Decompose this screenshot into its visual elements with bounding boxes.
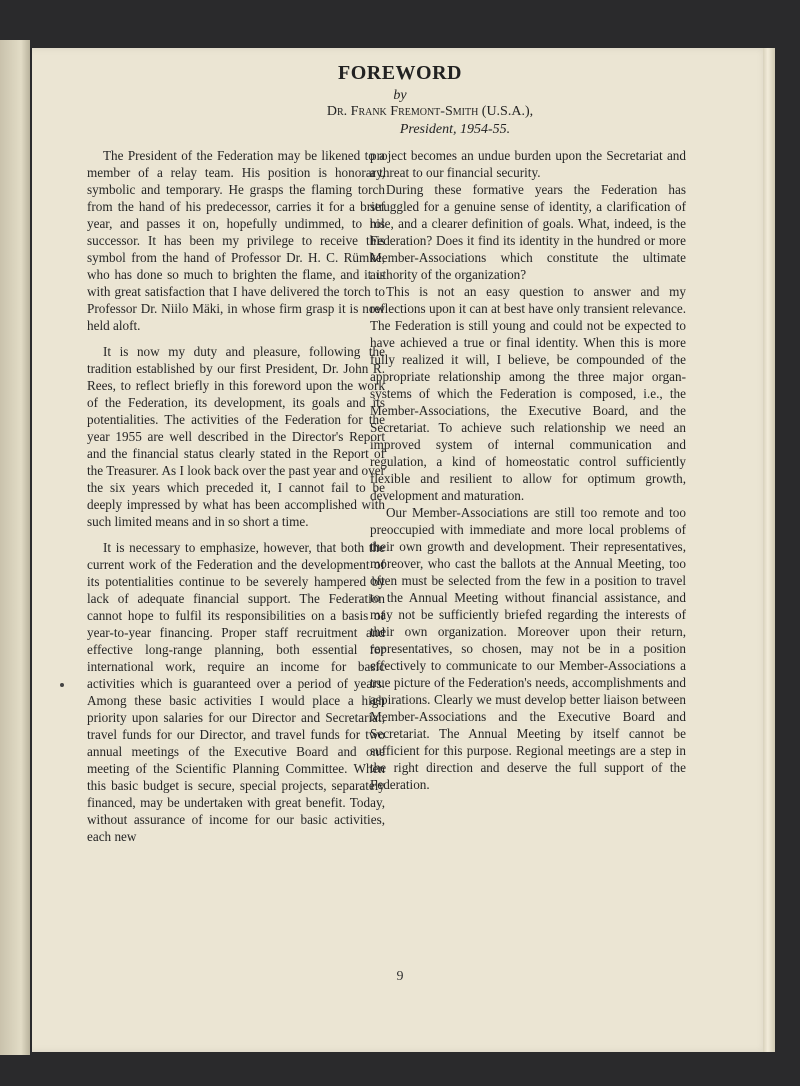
- page-number: 9: [396, 969, 404, 984]
- paragraph: This is not an easy question to answer and my reflections upon it can at best have only transient relevance. The Federation is still young and could not be expected to have achieved a true or final identity. When this is more fully realized it will, I believe, be compounded of the appropriate relationship among the three major organ-systems of which the Federation is composed, i.e., the Member-Associations, the Executive Board, and the Secretariat. To achieve such relationship we need an improved system of internal communication and regulation, a kind of homeostatic control sufficiently flexible and resilient to allow for optimum growth, development and maturation.: [370, 284, 686, 503]
- paragraph: The President of the Federation may be likened to a member of a relay team. His position is honorary, symbolic and temporary. He grasps the flaming torch from the hand of his predecessor, carries it for a brief year, and passes it on, hopefully undimmed, to his successor. It has been my privilege to receive this symbol from the hand of Professor Dr. H. C. Rümke, who has done so much to brighten the flame, and it is with great satisfaction that I have delivered the torch to Professor Dr. Niilo Mäki, in whose firm grasp it is now held aloft.: [87, 148, 385, 333]
- author-position: President, 1954-55.: [399, 122, 511, 137]
- paragraph: It is now my duty and pleasure, following the tradition established by our first President, Dr. John R. Rees, to reflect briefly in this foreword upon the work of the Federation, its development, its goals and its potentialities. The activities of the Federation for the year 1955 are well described in the Director's Report and the financial status clearly stated in the Report of the Treasurer. As I look back over the past year and over the six years which preceded it, I cannot fail to be deeply impressed by what has been accomplished with such limited means and in so short a time.: [87, 344, 385, 529]
- page-title: FOREWORD: [338, 62, 462, 84]
- page-edge: [763, 48, 775, 1052]
- byline-by: by: [393, 88, 407, 103]
- adjacent-page-edge: [0, 40, 30, 1055]
- left-column: [87, 147, 385, 845]
- author-name: Dr. Frank Fremont-Smith (U.S.A.),: [326, 104, 534, 119]
- right-column: [370, 147, 686, 793]
- paragraph: During these formative years the Federation has struggled for a genuine sense of identity, a clarification of role, and a clearer definition of goals. What, indeed, is the Federation? Does it find its identity in the hundred or more Member-Associations which constitute the ultimate authority of the organization?: [370, 182, 686, 282]
- paragraph: It is necessary to emphasize, however, that both the current work of the Federation and the development of its potentialities continue to be severely hampered by lack of adequate financial support. The Federation cannot hope to fulfil its responsibilities on a basis of year-to-year financing. Proper staff recruitment and effective long-range planning, both essential for international work, require an income for basic activities which is guaranteed over a period of years. Among these basic activities I would place a high priority upon salaries for our Director and Secretariat, travel funds for our Director, and travel funds for two annual meetings of the Executive Board and one meeting of the Scientific Planning Committee. When this basic budget is secure, special projects, separately financed, may be undertaken with great benefit. Today, without assurance of income for our basic activities, each new: [87, 540, 385, 844]
- paragraph: Our Member-Associations are still too remote and too preoccupied with immediate and more local problems of their own growth and development. Their representatives, moreover, who cast the ballots at the Annual Meeting, too often must be selected from the few in a position to travel to the Annual Meeting without financial assistance, and may not be sufficiently briefed regarding the interests of their own organization. Moreover upon their return, representatives, so chosen, may not be in a position effectively to communicate to our Member-Associations a true picture of the Federation's needs, accomplishments and aspirations. Clearly we must develop better liaison between Member-Associations and the Executive Board and Secretariat. The Annual Meeting by itself cannot be sufficient for this purpose. Regional meetings are a step in the right direction and deserve the full support of the Federation.: [370, 505, 686, 792]
- paragraph: project becomes an undue burden upon the Secretariat and a threat to our financial security.: [370, 148, 686, 180]
- margin-mark: [60, 683, 64, 687]
